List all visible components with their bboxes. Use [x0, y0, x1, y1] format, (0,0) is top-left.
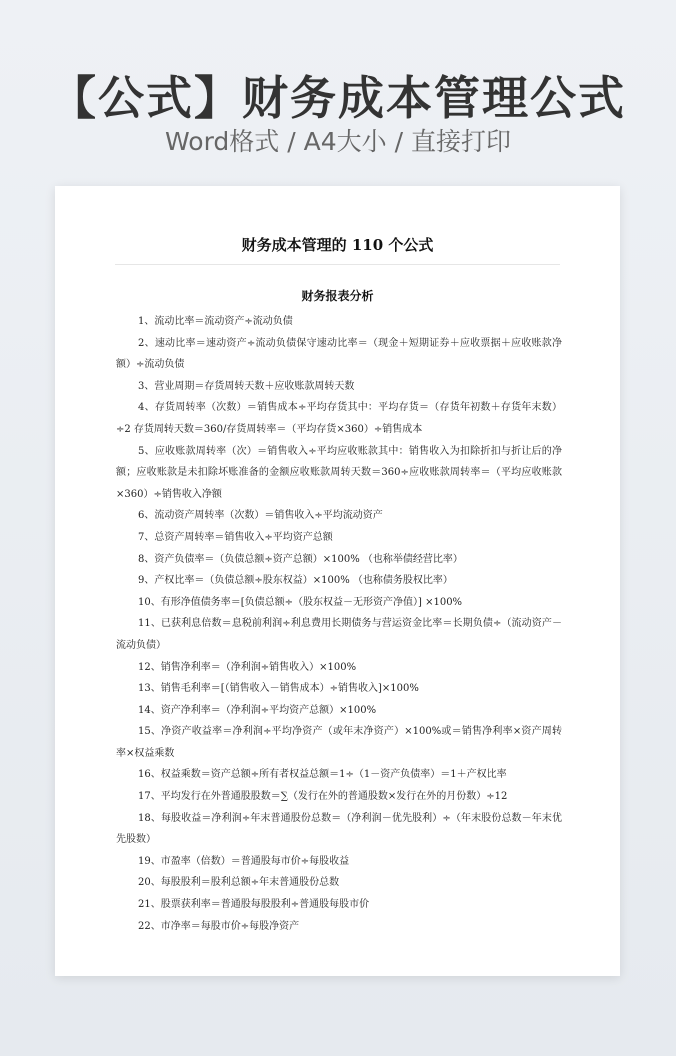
document-page	[55, 186, 620, 976]
formula-item: 4、存货周转率（次数）＝销售成本÷平均存货其中：平均存货＝（存货年初数＋存货年末数）÷2 存货周转天数＝360/存货周转率＝（平均存货×360）÷销售成本	[116, 402, 562, 435]
formula-item: 12、销售净利率＝（净利润÷销售收入）×100%	[138, 661, 357, 673]
title-divider	[115, 264, 560, 265]
section-title: 财务报表分析	[301, 289, 374, 303]
formula-item: 13、销售毛利率＝[（销售收入－销售成本）÷销售收入]×100%	[138, 683, 419, 695]
formula-item: 2、速动比率＝速动资产÷流动负债保守速动比率＝（现金＋短期证券＋应收票据＋应收账款净额）÷流动负债	[116, 337, 562, 371]
formula-item: 18、每股收益＝净利润÷年末普通股份总数＝（净利润－优先股利）÷（年末股份总数－年末优先股数）	[116, 812, 562, 846]
formula-item: 9、产权比率＝（负债总额÷股东权益）×100% （也称债务股权比率）	[138, 575, 453, 587]
banner-subtitle: Word格式 / A4大小 / 直接打印	[165, 127, 511, 156]
banner-title: 【公式】财务成本管理公式	[50, 71, 626, 125]
formula-item: 11、已获利息倍数＝息税前利润÷利息费用长期债务与营运资金比率＝长期负债÷（流动资产－流动负债）	[116, 618, 562, 651]
formula-item: 3、营业周期＝存货周转天数＋应收账款周转天数	[138, 380, 355, 392]
formula-item: 5、应收账款周转率（次）＝销售收入÷平均应收账款其中：销售收入为扣除折扣与折让后的净额；应收账款是未扣除坏账准备的金额应收账款周转天数＝360÷应收账款周转率＝（平均应收账款×360）÷销售收入净额	[116, 445, 562, 500]
formula-item: 17、平均发行在外普通股股数＝∑（发行在外的普通股数×发行在外的月份数）÷12	[138, 791, 508, 803]
formula-item: 7、总资产周转率＝销售收入÷平均资产总额	[138, 531, 333, 543]
formula-list	[116, 311, 562, 937]
formula-item: 6、流动资产周转率（次数）＝销售收入÷平均流动资产	[138, 510, 383, 522]
formula-item: 22、市净率＝每股市价÷每股净资产	[138, 920, 300, 932]
formula-item: 20、每股股利＝股利总额÷年末普通股份总数	[138, 877, 340, 889]
formula-item: 10、有形净值债务率＝[负债总额÷（股东权益－无形资产净值）] ×100%	[138, 596, 463, 608]
formula-item: 8、资产负债率＝（负债总额÷资产总额）×100% （也称举债经营比率）	[138, 553, 463, 565]
formula-item: 1、流动比率＝流动资产÷流动负债	[138, 316, 293, 327]
formula-item: 19、市盈率（倍数）＝普通股每市价÷每股收益	[138, 855, 350, 867]
formula-item: 14、资产净利率＝（净利润÷平均资产总额）×100%	[138, 704, 377, 716]
formula-item: 21、股票获利率＝普通股每股股利÷普通股每股市价	[138, 899, 370, 911]
document-title: 财务成本管理的 110 个公式	[241, 236, 434, 254]
formula-item: 15、净资产收益率＝净利润÷平均净资产（或年末净资产）×100%或＝销售净利率×资产周转率×权益乘数	[116, 726, 562, 759]
formula-item: 16、权益乘数＝资产总额÷所有者权益总额＝1÷（1－资产负债率）＝1＋产权比率	[138, 769, 507, 781]
